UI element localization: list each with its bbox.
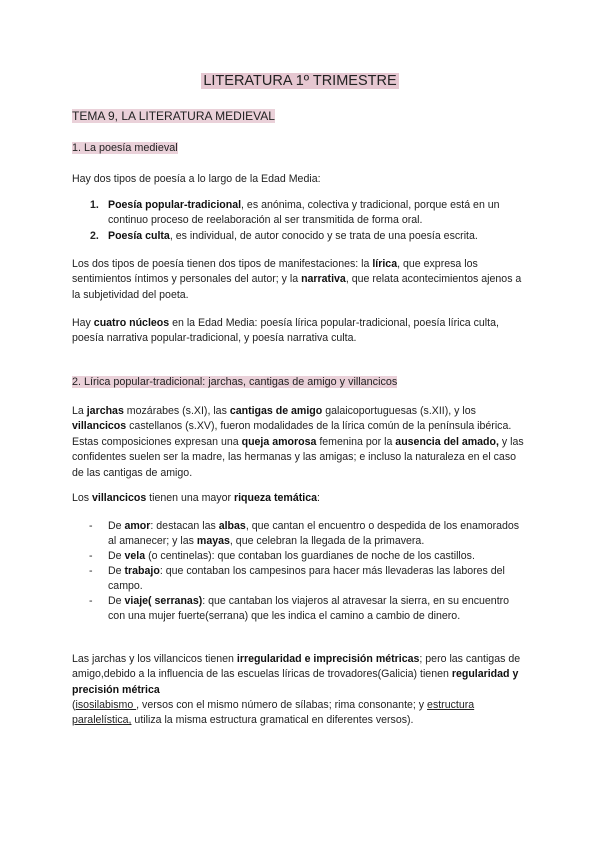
list-item: De viaje( serranas): que cantaban los viajeros al atravesar la sierra, en su encuentro con una mujer fuerte(serrana) que les indica el camino a cambio de dinero. [108, 595, 510, 623]
list-number: 2. [90, 230, 99, 242]
list-dash: - [89, 520, 93, 532]
tema-heading: TEMA 9, LA LITERATURA MEDIEVAL [72, 109, 275, 123]
paragraph-isosilabismo: (isosilabismo , versos con el mismo número de sílabas; rima consonante; y estructura paralelística, utiliza la misma estructura gramatical en diferentes versos). [72, 699, 475, 727]
list-item: Poesía culta, es individual, de autor conocido y se trata de una poesía escrita. [108, 230, 478, 242]
paragraph-nucleos: Hay cuatro núcleos en la Edad Media: poesía lírica popular-tradicional, poesía lírica culta, poesía narrativa popular-tradicional, y poesía narrativa culta. [72, 317, 499, 345]
list-item: De amor: destacan las albas, que cantan el encuentro o despedida de los enamorados al amanecer; y las mayas, que celebran la llegada de la primavera. [108, 520, 520, 548]
list-item: De vela (o centinelas): que contaban los guardianes de noche de los castillos. [108, 550, 475, 562]
list-item: Poesía popular-tradicional, es anónima, colectiva y tradicional, porque está en un continuo proceso de reelaboración al ser transmitida de forma oral. [108, 199, 500, 227]
paragraph-metrica: Las jarchas y los villancicos tienen irregularidad e imprecisión métricas; pero las cantigas de amigo,debido a la influencia de las escuelas líricas de trovadores(Galicia) tienen regularidad y precisión métrica [72, 653, 521, 696]
list-number: 1. [90, 199, 99, 211]
section-1-heading: 1. La poesía medieval [72, 142, 178, 154]
list-dash: - [89, 565, 93, 577]
paragraph-jarchas: La jarchas mozárabes (s.XI), las cantigas de amigo galaicoportuguesas (s.XII), y los villancicos castellanos (s.XV), fueron modalidades de la lírica común de la península ibérica. Estas composiciones expresan una queja amorosa femenina por la ausencia del amado, y las confidentes suelen ser la madre, las hermanas y las amigas; e incluso la naturaleza en el caso de las cantigas de amigo. [72, 405, 524, 479]
page-title: LITERATURA 1º TRIMESTRE [203, 73, 397, 89]
section-1-intro: Hay dos tipos de poesía a lo largo de la Edad Media: [72, 173, 321, 185]
list-dash: - [89, 550, 93, 562]
section-2-heading: 2. Lírica popular-tradicional: jarchas, cantigas de amigo y villancicos [72, 376, 398, 388]
list-dash: - [89, 595, 93, 607]
paragraph-manifestaciones: Los dos tipos de poesía tienen dos tipos de manifestaciones: la lírica, que expresa los sentimientos íntimos y personales del autor; y la narrativa, que relata acontecimientos ajenos a la subjetividad del poeta. [72, 258, 522, 301]
list-item: De trabajo: que contaban los campesinos para hacer más llevaderas las labores del campo. [108, 565, 505, 593]
paragraph-villancicos: Los villancicos tienen una mayor riqueza temática: [72, 492, 320, 504]
